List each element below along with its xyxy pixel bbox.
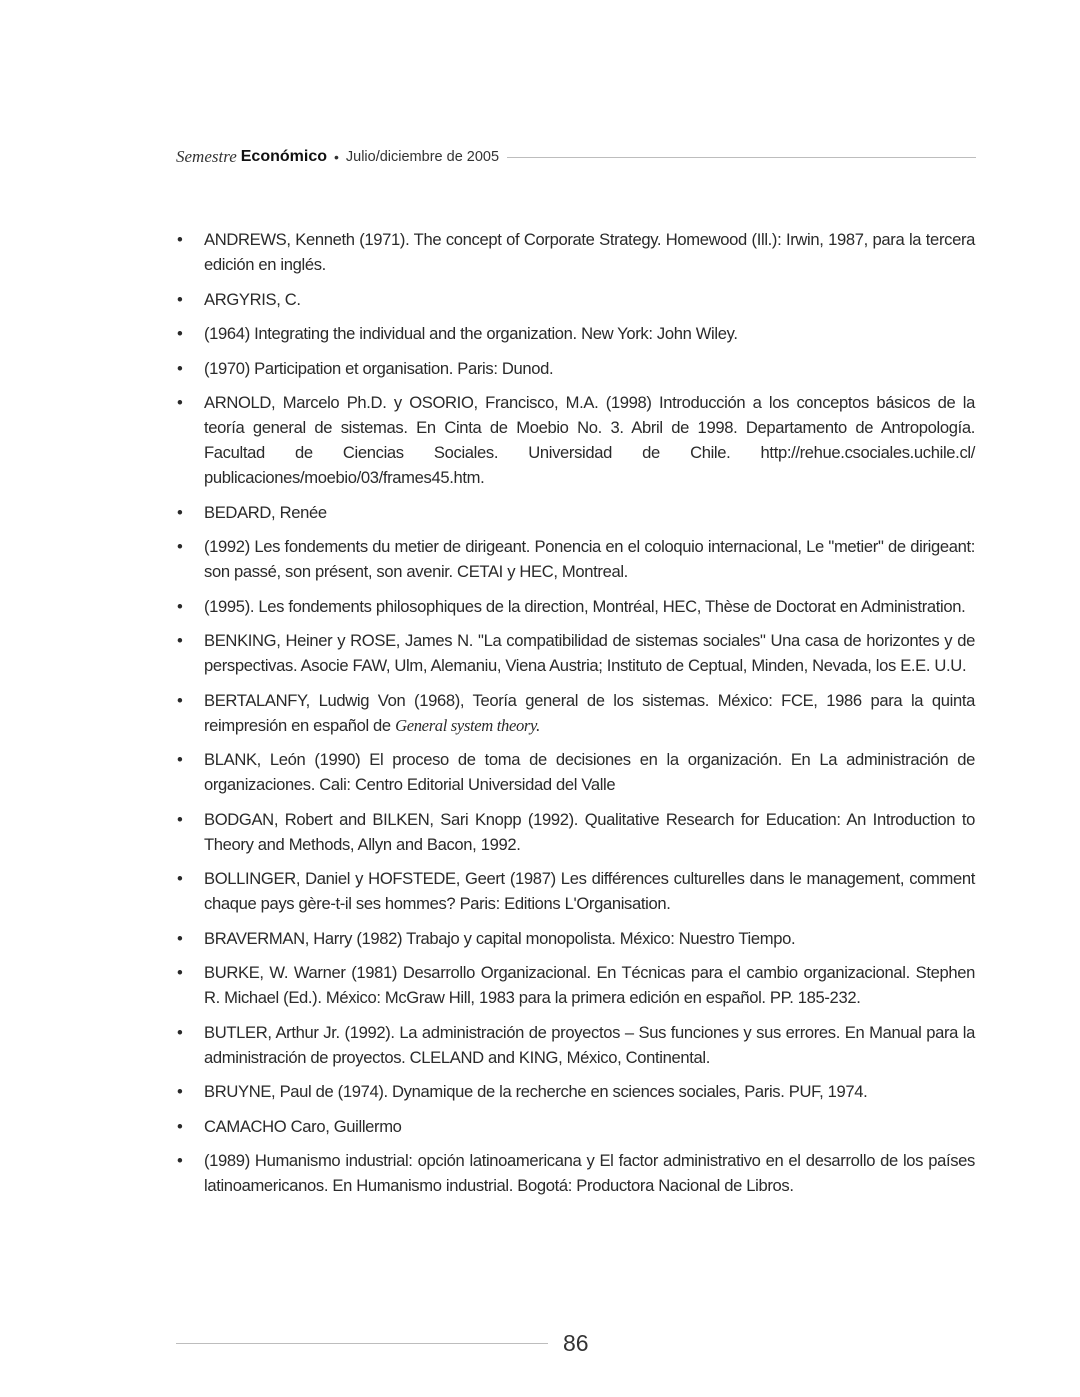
reference-item: [175, 807, 975, 857]
bullet-icon: •: [177, 750, 183, 769]
bullet-icon: •: [177, 963, 183, 982]
reference-item: [175, 500, 975, 525]
reference-text: BUTLER, Arthur Jr. (1992). La administración de proyectos – Sus funciones y sus errores. En Manual para la administración de proyectos. CLELAND and KING, México, Continental.: [204, 1022, 975, 1067]
reference-item: [175, 321, 975, 346]
running-header: [176, 147, 976, 167]
reference-text: BOLLINGER, Daniel y HOFSTEDE, Geert (1987) Les différences culturelles dans le management, comment chaque pays gère-t-il ses hommes? Paris: Editions L'Organisation.: [204, 869, 975, 913]
reference-text: BERTALANFY, Ludwig Von (1968), Teoría general de los sistemas. México: FCE, 1986 para la quinta reimpresión en español de: [204, 690, 975, 735]
reference-text: ARNOLD, Marcelo Ph.D. y OSORIO, Francisco, M.A. (1998) Introducción a los conceptos básicos de la teoría general de sistemas. En Cinta de Moebio No. 3. Abril de 1998. Departamento de Antropología. Facultad de Ciencias Sociales. Universidad de Chile. http://rehue.csociales.uchile.cl/ publicaciones/moebio/03/frames45.htm.: [204, 393, 975, 487]
bullet-icon: •: [177, 631, 183, 650]
reference-italic-title: General system theory.: [395, 715, 540, 735]
reference-text: BEDARD, Renée: [204, 502, 327, 522]
issue-date: Julio/diciembre de 2005: [345, 149, 500, 165]
bullet-icon: •: [177, 690, 183, 710]
reference-text: BODGAN, Robert and BILKEN, Sari Knopp (1992). Qualitative Research for Education: An Introduction to Theory and Methods, Allyn and Bacon, 1992.: [204, 809, 975, 854]
bullet-icon: •: [177, 393, 183, 412]
reference-text: BLANK, León (1990) El proceso de toma de decisiones en la organización. En La administración de organizaciones. Cali: Centro Editorial Universidad del Valle: [204, 750, 975, 794]
bullet-icon: •: [177, 230, 183, 249]
bullet-icon: •: [177, 502, 183, 522]
page-number: 86: [563, 1330, 589, 1356]
reference-item: [175, 960, 975, 1010]
reference-text: BRUYNE, Paul de (1974). Dynamique de la recherche en sciences sociales, Paris. PUF, 1974.: [204, 1082, 868, 1101]
reference-item: [175, 1148, 975, 1198]
reference-item: [175, 688, 975, 738]
reference-text: ARGYRIS, C.: [204, 289, 301, 309]
reference-text: ANDREWS, Kenneth (1971). The concept of Corporate Strategy. Homewood (Ill.): Irwin, 1987, para la tercera edición en inglés.: [204, 230, 975, 274]
page-footer: [176, 1330, 976, 1357]
reference-item: [175, 356, 975, 381]
reference-item: [175, 594, 975, 619]
bullet-icon: •: [177, 324, 183, 343]
bullet-icon: •: [177, 869, 183, 888]
bullet-icon: •: [177, 928, 183, 948]
reference-text: (1970) Participation et organisation. Paris: Dunod.: [204, 358, 554, 378]
reference-item: [175, 390, 975, 490]
journal-title-italic: Semestre: [176, 147, 237, 166]
reference-text: (1995). Les fondements philosophiques de la direction, Montréal, HEC, Thèse de Doctorat en Administration.: [204, 596, 966, 616]
reference-text: BURKE, W. Warner (1981) Desarrollo Organizacional. En Técnicas para el cambio organizacional. Stephen R. Michael (Ed.). México: McGraw Hill, 1983 para la primera edición en español. PP. 185-232.: [204, 963, 975, 1007]
bullet-icon: •: [177, 289, 183, 309]
reference-item: [175, 747, 975, 797]
reference-item: [175, 628, 975, 678]
bullet-icon: •: [177, 358, 183, 378]
reference-text: (1964) Integrating the individual and the organization. New York: John Wiley.: [204, 324, 738, 343]
reference-text: BENKING, Heiner y ROSE, James N. "La compatibilidad de sistemas sociales" Una casa de horizontes y de perspectivas. Asocie FAW, Ulm, Alemaniu, Viena Austria; Instituto de Ceptual, Minden, Nevada, los E.E. U.U.: [204, 631, 975, 675]
reference-item: [175, 534, 975, 584]
reference-item: [175, 227, 975, 277]
reference-list: [175, 227, 975, 1208]
reference-item: [175, 1114, 975, 1139]
header-rule: [507, 157, 976, 158]
bullet-icon: •: [177, 596, 183, 616]
journal-title-bold: Económico: [240, 148, 327, 165]
reference-text: (1989) Humanismo industrial: opción latinoamericana y El factor administrativo en el desarrollo de los países latinoamericanos. En Humanismo industrial. Bogotá: Productora Nacional de Libros.: [204, 1151, 975, 1195]
bullet-icon: •: [177, 809, 183, 829]
reference-item: [175, 866, 975, 916]
bullet-icon: •: [177, 1116, 183, 1136]
reference-text: CAMACHO Caro, Guillermo: [204, 1116, 402, 1136]
reference-item: [175, 926, 975, 951]
bullet-icon: •: [177, 537, 183, 556]
reference-text: (1992) Les fondements du metier de dirigeant. Ponencia en el coloquio internacional, Le "metier" de dirigeant: son passé, son présent, son avenir. CETAI y HEC, Montreal.: [204, 537, 975, 581]
reference-item: [175, 1020, 975, 1070]
bullet-icon: •: [177, 1151, 183, 1170]
bullet-icon: •: [177, 1082, 183, 1101]
bullet-icon: •: [177, 1022, 183, 1042]
reference-item: [175, 287, 975, 312]
reference-text: BRAVERMAN, Harry (1982) Trabajo y capital monopolista. México: Nuestro Tiempo.: [204, 928, 796, 948]
reference-item: [175, 1079, 975, 1104]
footer-rule: [176, 1343, 548, 1344]
header-separator: •: [333, 149, 339, 165]
